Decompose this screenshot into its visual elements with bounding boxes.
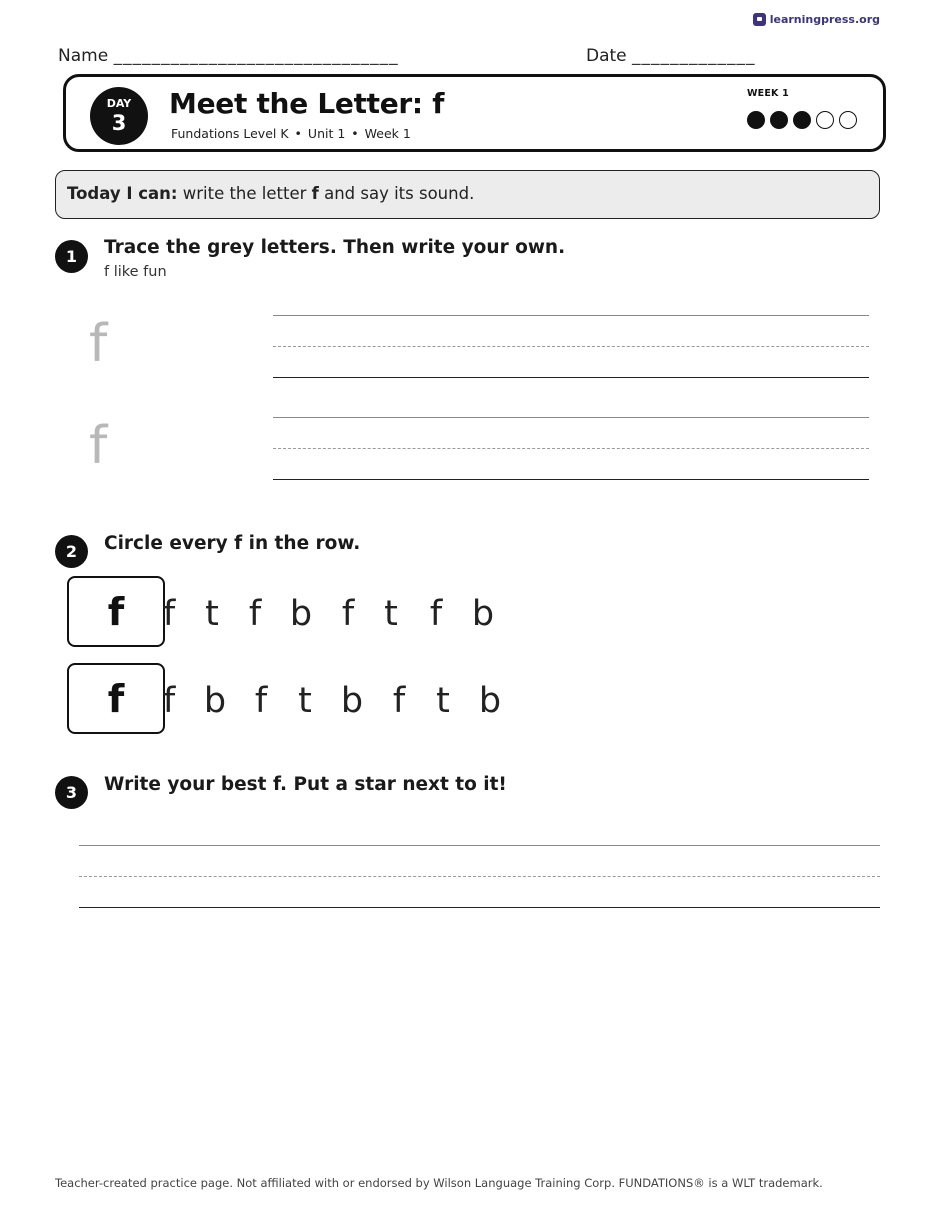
writing-line-top <box>79 845 880 846</box>
target-letter-box: f <box>67 576 165 647</box>
progress-dot-filled <box>747 111 765 129</box>
objective-lead: Today I can: <box>67 184 178 203</box>
step-1-title: Trace the grey letters. Then write your own. <box>104 237 566 258</box>
page-title: Meet the Letter: f <box>169 87 445 120</box>
letter-choice[interactable]: b <box>203 681 227 721</box>
name-blank[interactable]: ______________________________ <box>113 46 399 66</box>
letter-choice[interactable]: f <box>248 594 262 634</box>
program-name: Fundations Level K <box>171 126 289 141</box>
letter-choice[interactable]: t <box>205 594 219 634</box>
step-3-number: 3 <box>55 776 88 809</box>
writing-line-midline <box>79 876 880 877</box>
writing-line-top <box>273 417 869 418</box>
writing-line-baseline[interactable] <box>273 377 869 378</box>
step-1-subtitle: f like fun <box>104 264 167 280</box>
progress-dot-empty <box>839 111 857 129</box>
separator: • <box>294 126 302 141</box>
brand <box>753 13 880 26</box>
objective-text-after: and say its sound. <box>324 184 475 203</box>
trace-letter: f <box>89 314 108 374</box>
unit-label: Unit 1 <box>307 126 346 141</box>
writing-line-midline <box>273 448 869 449</box>
date-label: Date <box>586 46 627 66</box>
week-label: WEEK 1 <box>747 88 789 99</box>
letter-choice[interactable]: f <box>392 681 406 721</box>
letter-choice[interactable]: b <box>340 681 364 721</box>
week-progress-dots <box>747 111 857 129</box>
progress-dot-filled <box>770 111 788 129</box>
letter-choice[interactable]: t <box>384 594 398 634</box>
writing-line-baseline[interactable] <box>79 907 880 908</box>
step-2-title: Circle every f in the row. <box>104 533 361 554</box>
date-blank[interactable]: _____________ <box>632 46 756 66</box>
step-2-number: 2 <box>55 535 88 568</box>
letter-choice[interactable]: f <box>254 681 268 721</box>
date-field[interactable] <box>586 46 756 66</box>
letter-choice[interactable]: f <box>429 594 443 634</box>
step-3-title: Write your best f. Put a star next to it! <box>104 774 507 795</box>
letter-choice[interactable]: b <box>289 594 313 634</box>
target-letter-box: f <box>67 663 165 734</box>
separator: • <box>351 126 359 141</box>
day-badge <box>90 87 148 145</box>
progress-dot-empty <box>816 111 834 129</box>
letter-choice[interactable]: f <box>162 594 176 634</box>
progress-dot-filled <box>793 111 811 129</box>
writing-line-top <box>273 315 869 316</box>
day-number: 3 <box>111 111 127 135</box>
page-subtitle <box>171 126 411 141</box>
letter-choice[interactable]: t <box>298 681 312 721</box>
letter-choice[interactable]: t <box>436 681 450 721</box>
name-field[interactable] <box>58 46 399 66</box>
writing-line-baseline[interactable] <box>273 479 869 480</box>
footer-disclaimer: Teacher-created practice page. Not affiliated with or endorsed by Wilson Language Training Corp. FUNDATIONS® is a WLT trademark. <box>55 1176 823 1190</box>
objective-text <box>67 184 474 203</box>
objective-letter: f <box>311 184 319 203</box>
step-1-number: 1 <box>55 240 88 273</box>
week-label-sub: Week 1 <box>364 126 411 141</box>
objective-text-before: write the letter <box>182 184 307 203</box>
letter-choice[interactable]: b <box>478 681 502 721</box>
letter-choice[interactable]: f <box>162 681 176 721</box>
day-label: DAY <box>106 97 132 110</box>
brand-name: learningpress.org <box>769 13 880 26</box>
name-label: Name <box>58 46 109 66</box>
letter-choice[interactable]: b <box>471 594 495 634</box>
book-logo-icon <box>753 13 766 26</box>
trace-letter: f <box>89 416 108 476</box>
letter-choice[interactable]: f <box>341 594 355 634</box>
writing-line-midline <box>273 346 869 347</box>
